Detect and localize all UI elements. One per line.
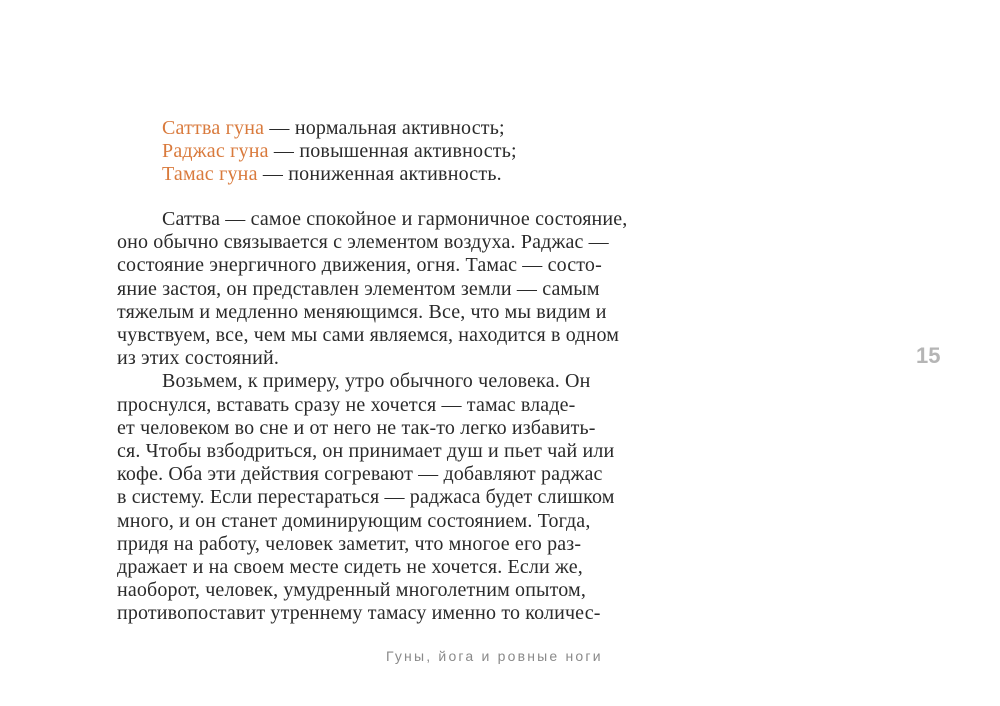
- guna-name: Тамас гуна: [162, 163, 258, 185]
- guna-description: — нормальная активность;: [264, 117, 505, 139]
- paragraph-line: тяжелым и медленно меняющимся. Все, что мы видим и: [117, 300, 607, 323]
- guna-item-sattva: [162, 117, 682, 140]
- guna-name: Саттва гуна: [162, 117, 265, 139]
- paragraph-line: в систему. Если перестараться — раджаса будет слишком: [117, 486, 615, 509]
- paragraph-line: проснулся, вставать сразу не хочется — тамас владе-: [117, 393, 576, 416]
- paragraph-line: Возьмем, к примеру, утро обычного человека. Он: [162, 370, 591, 393]
- paragraph-line: Саттва — самое спокойное и гармоничное состояние,: [162, 208, 628, 230]
- guna-description: — повышенная активность;: [268, 140, 517, 162]
- paragraph-line: придя на работу, человек заметит, что многое его раз-: [117, 532, 582, 555]
- paragraph-line: много, и он станет доминирующим состоянием. Тогда,: [117, 509, 591, 532]
- paragraph-line: состояние энергичного движения, огня. Тамас — состо-: [117, 254, 602, 277]
- paragraph-line: яние застоя, он представлен элементом земли — самым: [117, 277, 600, 300]
- guna-description: — пониженная активность.: [257, 163, 502, 185]
- guna-name: Раджас гуна: [162, 140, 269, 162]
- guna-item-tamas: [162, 163, 682, 186]
- paragraph-line: наоборот, человек, умудренный многолетним опытом,: [117, 579, 587, 602]
- body-text: [117, 208, 677, 626]
- paragraph-line: оно обычно связывается с элементом воздуха. Раджас —: [117, 231, 609, 254]
- paragraph-line: чувствуем, все, чем мы сами являемся, находится в одном: [117, 324, 620, 347]
- paragraph-line: дражает и на своем месте сидеть не хочется. Если же,: [117, 556, 583, 579]
- page-number: 15: [916, 343, 941, 368]
- paragraph-line: противопоставит утреннему тамасу именно то количес-: [117, 602, 601, 625]
- paragraph-line: ет человеком во сне и от него не так-то легко избавить-: [117, 416, 596, 439]
- paragraph-line: ся. Чтобы взбодриться, он принимает душ и пьет чай или: [117, 440, 615, 463]
- paragraph-line: из этих состояний.: [117, 347, 279, 370]
- paragraph-line: кофе. Оба эти действия согревают — добавляют раджас: [117, 463, 603, 486]
- running-footer: Гуны, йога и ровные ноги: [386, 648, 603, 664]
- guna-item-rajas: [162, 140, 682, 163]
- guna-list: [162, 117, 682, 186]
